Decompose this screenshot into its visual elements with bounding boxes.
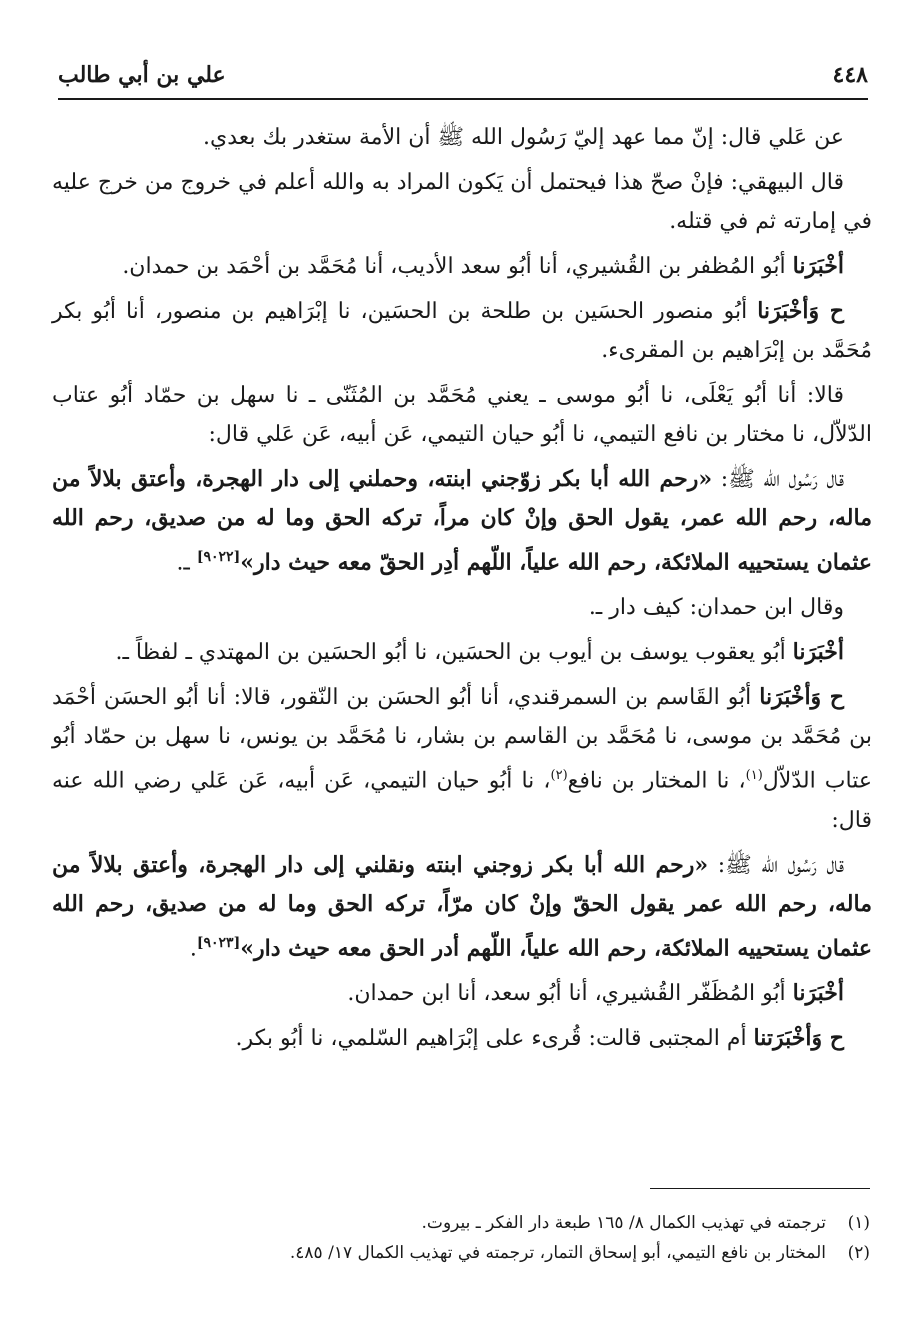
hadith-quote: «رحم الله أبا بكر زوّجني ابنته، وحملني إلى دار الهجرة، وأعتق بلالاً من ماله، رحم الله عمر، يقول الحق وإنْ كان مراً، تركه الحق وما له من صديق، رحم الله عثمان يستحييه الملائكة، رحم الله علياً، اللّهم أدِر الحقّ معه حيث دار» xyxy=(52,466,872,576)
footnote-marker: (٢) xyxy=(550,768,568,784)
akhbarana-lead: أخْبَرَنا xyxy=(792,639,844,666)
footnote-text: المختار بن نافع التيمي، أبو إسحاق التمار، ترجمته في تهذيب الكمال ١٧/ ٤٨٥. xyxy=(289,1243,826,1263)
footnote-separator xyxy=(650,1188,870,1189)
hadith-end: ـ. xyxy=(176,550,197,576)
isnad-paragraph xyxy=(52,633,872,672)
footnote-number: (٢) xyxy=(847,1243,870,1263)
main-text xyxy=(52,118,872,1064)
hadith-quote: «رحم الله أبا بكر زوجني ابنته ونقلني إلى دار الهجرة، وأعتق بلالاً من ماله، رحم الله عمر يقول الحقّ وإنْ كان مرّاً، تركه الحق وما له من صديق، رحم الله عثمان يستحييه الملائكة، رحم الله علياً، اللّهم أدر الحق معه حيث دار» xyxy=(52,851,872,961)
isnad-paragraph xyxy=(52,678,872,839)
footnote xyxy=(120,1238,870,1268)
akhbarana-lead: ح وَأخْبَرَنا xyxy=(757,298,844,324)
hadith-number: [٩٠٢٣] xyxy=(196,934,241,951)
akhbarana-lead: أخْبَرَنا xyxy=(792,253,844,279)
hadith-paragraph xyxy=(52,846,872,968)
paragraph: عن عَلي قال: إنّ مما عهد إليّ رَسُول الله ﷺ أن الأمة ستغدر بك بعدي. xyxy=(203,125,844,150)
footnote-text: ترجمته في تهذيب الكمال ٨/ ١٦٥ طبعة دار الفكر ـ بيروت. xyxy=(421,1213,826,1233)
akhbarana-lead: ح وَأخْبَرَتنا xyxy=(753,1024,844,1051)
isnad-text: ، نا المختار بن نافع xyxy=(567,768,746,794)
isnad-text: أبُو يعقوب يوسف بن أيوب بن الحسَين، نا أبُو الحسَين بن المهتدي ـ لفظاً ـ. xyxy=(115,640,793,666)
hadith-paragraph xyxy=(52,460,872,582)
isnad-paragraph xyxy=(52,974,872,1013)
hadith-intro: قال رَسُول الله ﷺ: xyxy=(712,467,844,492)
paragraph: وقال ابن حمدان: كيف دار ـ. xyxy=(588,595,844,621)
isnad-paragraph xyxy=(52,247,872,286)
page-number: ٤٤٨ xyxy=(832,62,868,88)
page-header xyxy=(58,60,868,100)
footnotes xyxy=(120,1208,870,1268)
akhbarana-lead: أخْبَرَنا xyxy=(792,979,844,1006)
isnad-text: ، نا أبُو حيان التيمي، عَن أبيه، عَن عَلي رضي الله عنه قال: xyxy=(52,768,872,833)
hadith-intro: قال رَسُول الله ﷺ: xyxy=(708,852,844,878)
paragraph: قالا: أنا أبُو يَعْلَى، نا أبُو موسى ـ يعني مُحَمَّد بن المُثَنّى ـ نا سهل بن حمّاد أبُو عتاب الدّلاّل، نا مختار بن نافع التيمي، نا أبُو حيان التيمي، عَن أبيه، عَن عَلي قال: xyxy=(52,383,872,447)
footnote xyxy=(120,1208,870,1238)
paragraph: قال البيهقي: فإنْ صحّ هذا فيحتمل أن يَكون المراد به والله أعلم في خروج من خرج عليه في إمارته ثم في قتله. xyxy=(52,170,872,234)
running-title: علي بن أبي طالب xyxy=(58,62,226,88)
footnote-number: (١) xyxy=(847,1213,870,1233)
hadith-end: . xyxy=(189,935,197,961)
isnad-text: أبُو منصور الحسَين بن طلحة بن الحسَين، نا إبْرَاهيم بن منصور، أنا أبُو بكر مُحَمَّد بن إبْرَاهيم بن المقرىء. xyxy=(52,299,872,363)
isnad-paragraph xyxy=(52,1019,872,1058)
footnote-marker: (١) xyxy=(745,768,763,784)
isnad-text: أم المجتبى قالت: قُرىء على إبْرَاهيم السّلمي، نا أبُو بكر. xyxy=(235,1025,754,1051)
isnad-text: أبُو المُظَفّر القُشيري، أنا أبُو سعد، أنا ابن حمدان. xyxy=(347,980,793,1006)
akhbarana-lead: ح وَأخْبَرَنا xyxy=(759,684,844,711)
hadith-number: [٩٠٢٢] xyxy=(196,549,241,565)
isnad-text: أبُو المُظفر بن القُشيري، أنا أبُو سعد الأديب، أنا مُحَمَّد بن أحْمَد بن حمدان. xyxy=(122,254,793,279)
isnad-text: أبُو القَاسم بن السمرقندي، أنا أبُو الحسَن بن النّقور، قالا: أنا أبُو الحسَن أحْمَد بن مُحَمَّد بن موسى، نا مُحَمَّد بن القاسم بن بشار، نا مُحَمَّد بن يونس، نا سهل بن حمّاد أبُو عتاب الدّلاّل xyxy=(52,685,872,794)
isnad-paragraph xyxy=(52,292,872,370)
